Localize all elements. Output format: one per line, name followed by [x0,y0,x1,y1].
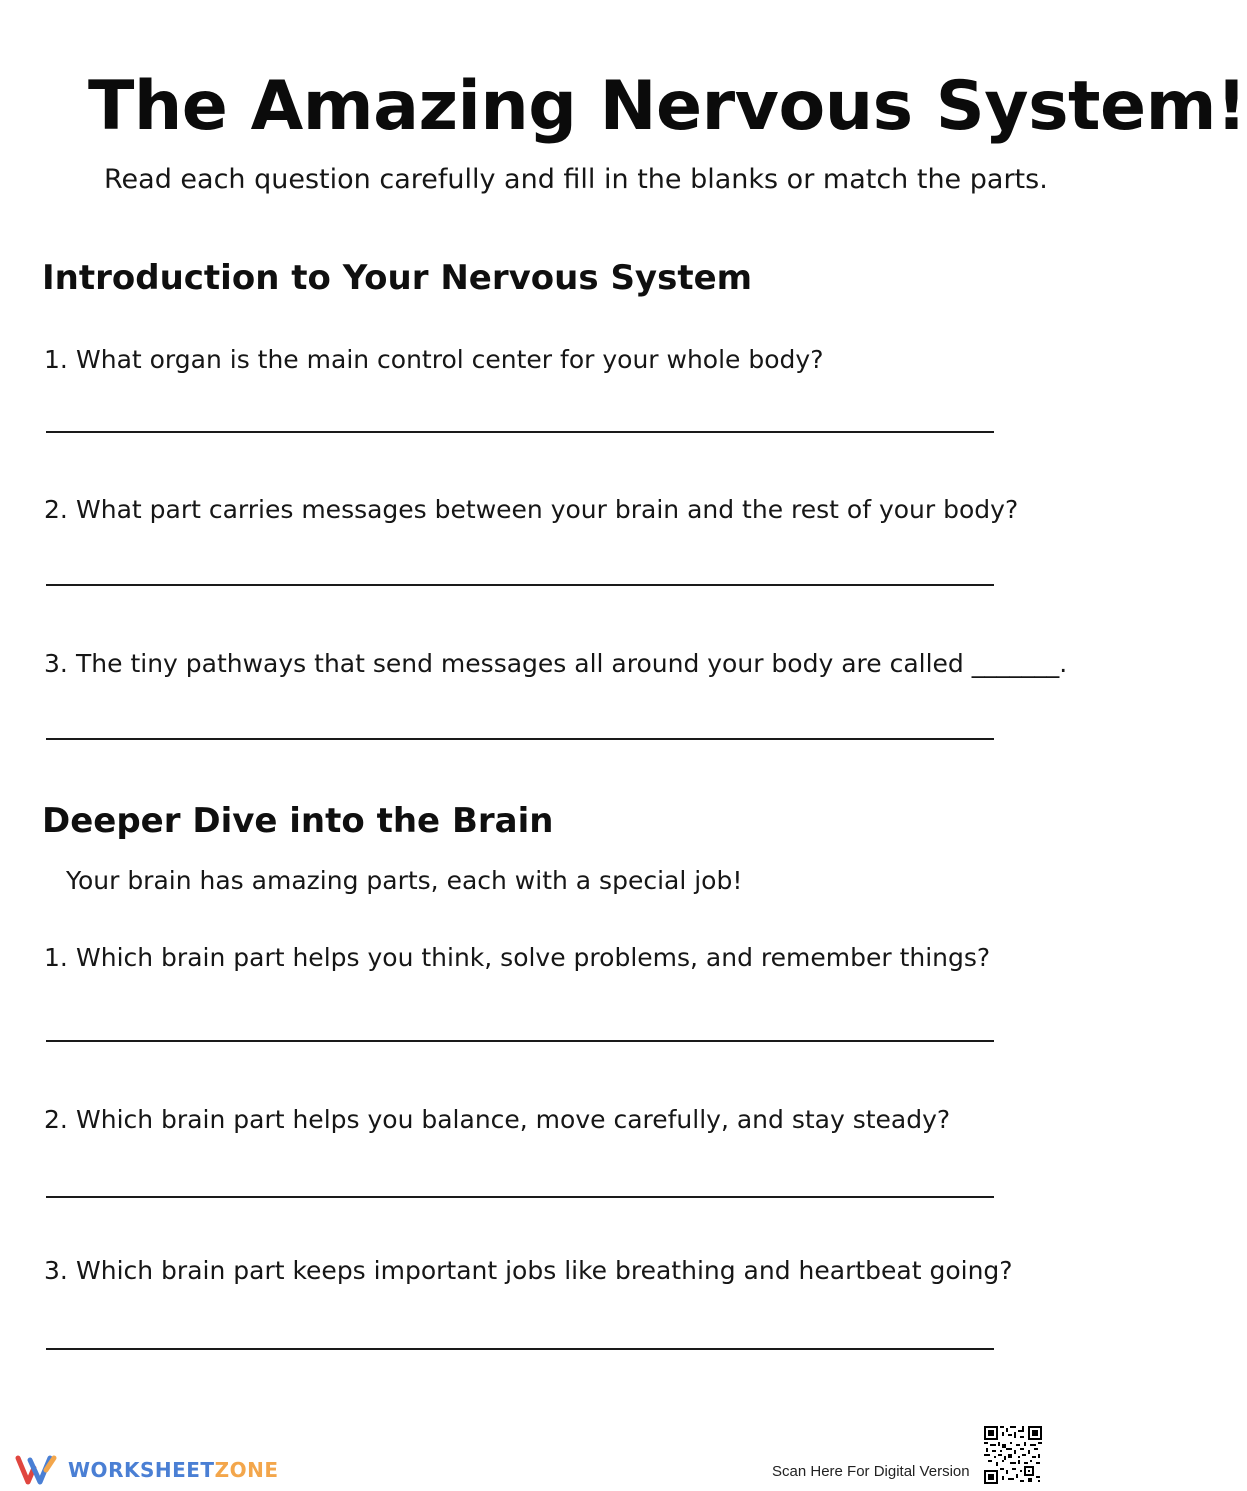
question-text: The tiny pathways that send messages all around your body are called _______. [76,649,1068,678]
brand-name-main: WORKSHEET [68,1458,215,1482]
brand-name [68,1458,278,1482]
worksheetzone-brand[interactable] [16,1452,278,1488]
question-text: What organ is the main control center for your whole body? [76,345,824,374]
scan-for-digital-version: Scan Here For Digital Version [772,1463,970,1480]
worksheet-instructions: Read each question carefully and fill in the blanks or match the parts. [104,164,1048,195]
worksheet-title: The Amazing Nervous System! [88,67,1247,146]
question-number: 3. [44,649,68,678]
question-number: 3. [44,1256,68,1285]
answer-line-intro-2[interactable] [46,584,994,586]
section-intro-brain: Your brain has amazing parts, each with a special job! [66,866,743,895]
answer-line-brain-3[interactable] [46,1348,994,1350]
worksheetzone-logo-icon [16,1454,60,1486]
question-text: Which brain part helps you think, solve problems, and remember things? [76,943,991,972]
question-brain-3 [44,1254,1013,1288]
qr-code-icon[interactable] [984,1426,1042,1484]
question-intro-2 [44,493,1019,527]
answer-line-intro-3[interactable] [46,738,994,740]
question-intro-1 [44,343,1004,377]
question-intro-3 [44,647,1068,681]
question-number: 1. [44,943,68,972]
question-brain-1 [44,941,1004,975]
answer-line-brain-1[interactable] [46,1040,994,1042]
answer-line-brain-2[interactable] [46,1196,994,1198]
question-text: Which brain part keeps important jobs like breathing and heartbeat going? [76,1256,1013,1285]
question-text: What part carries messages between your brain and the rest of your body? [76,495,1019,524]
section-heading-introduction: Introduction to Your Nervous System [42,258,753,298]
question-number: 2. [44,495,68,524]
question-number: 2. [44,1105,68,1134]
question-brain-2 [44,1103,1004,1137]
question-text: Which brain part helps you balance, move carefully, and stay steady? [76,1105,951,1134]
answer-line-intro-1[interactable] [46,431,994,433]
brand-name-accent: ZONE [214,1458,279,1482]
question-number: 1. [44,345,68,374]
section-heading-brain: Deeper Dive into the Brain [42,801,554,841]
